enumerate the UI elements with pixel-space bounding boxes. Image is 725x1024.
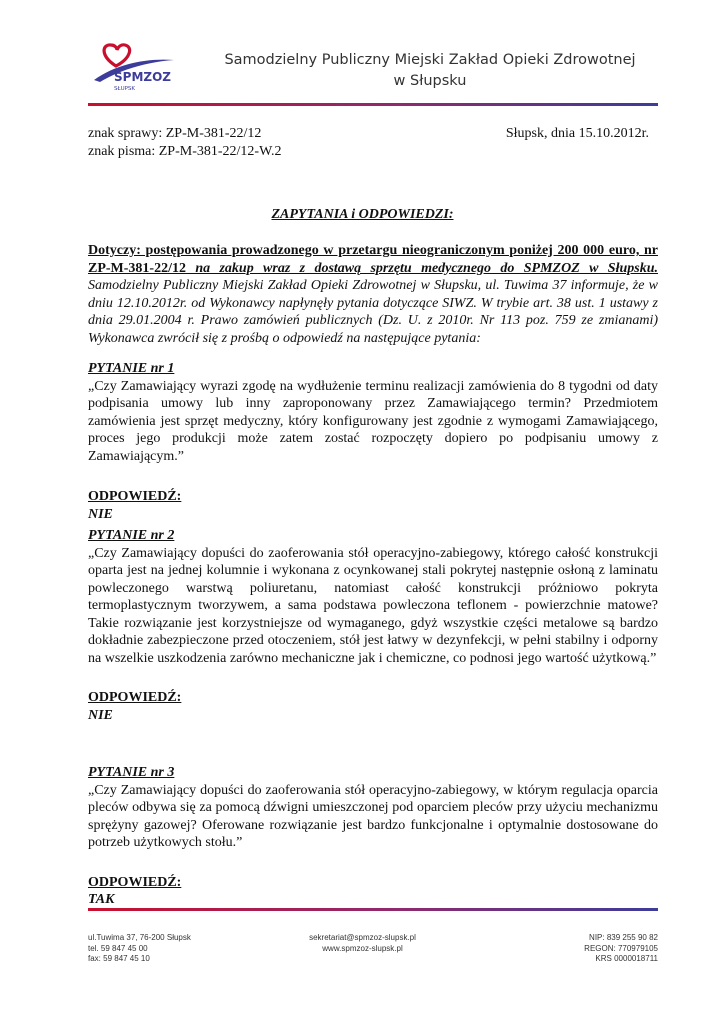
answer-title: ODPOWIEDŹ:	[88, 874, 182, 890]
intro-subject-tail: na zakup wraz z dostawą sprzętu medycznego do SPMZOZ w Słupsku.	[185, 260, 658, 276]
answer-text: NIE	[88, 506, 113, 522]
qa-item-2	[88, 527, 658, 724]
intro-subject: Dotyczy: postępowania prowadzonego w przetargu nieograniczonym poniżej 200 000 euro, nr ZP-M-381-22/12	[88, 243, 658, 276]
question-text: „Czy Zamawiający dopuści do zaoferowania stół operacyjno-zabiegowy, w którym regulacja oparcia pleców odbywa się za pomocą dźwigni umieszczonej pod oparciem pleców przy użyciu mechanizmu sprężyny gazowej? Oferowane rozwiązanie jest bardzo funkcjonalne i optymalnie dostosowane do potrzeb użytkowych stołu.”	[88, 782, 658, 850]
answer-title: ODPOWIEDŹ:	[88, 690, 182, 705]
footer-tel: tel. 59 847 45 00	[88, 943, 148, 953]
footer-fax: fax: 59 847 45 10	[88, 954, 150, 963]
qa-item-3	[88, 764, 658, 909]
footer-krs: KRS 0000018711	[595, 954, 658, 963]
place-date: Słupsk, dnia 15.10.2012r.	[505, 126, 649, 141]
intro-body: Samodzielny Publiczny Miejski Zakład Opieki Zdrowotnej w Słupsku, ul. Tuwima 37 informuje, że w dniu 12.10.2012r. od Wykonawcy napłynęły pytania dotyczące SIWZ. W trybie art. 38 ust. 1 ustawy z dnia 29.01.2004 r. Prawo zamówień publicznych (Dz. U. z 2010r. Nr 113 poz. 759 ze zmianami) Wykonawca zwrócił się z prośbą o odpowiedź na następujące pytania:	[88, 278, 658, 346]
case-reference	[88, 125, 282, 161]
header-divider	[88, 103, 658, 106]
question-title: PYTANIE nr 2	[88, 528, 175, 543]
answer-text: NIE	[88, 707, 113, 723]
letter-number: znak pisma: ZP-M-381-22/12-W.2	[88, 144, 282, 159]
org-line-1: Samodzielny Publiczny Miejski Zakład Opieki Zdrowotnej	[224, 52, 636, 68]
footer-website[interactable]: www.spmzoz-slupsk.pl	[322, 943, 403, 953]
footer-nip: NIP: 839 255 90 82	[589, 933, 658, 942]
organization-name	[190, 50, 670, 92]
footer-email[interactable]: sekretariat@spmzoz-slupsk.pl	[309, 933, 416, 942]
case-number: znak sprawy: ZP-M-381-22/12	[88, 126, 262, 141]
heart-icon	[104, 45, 130, 66]
answer-title: ODPOWIEDŹ:	[88, 489, 182, 504]
logo-text: SPMZOZ	[114, 70, 171, 84]
intro-paragraph	[88, 242, 658, 347]
footer-divider	[88, 908, 658, 911]
footer-registry	[584, 933, 658, 965]
footer-regon: REGON: 770979105	[584, 943, 658, 953]
question-text: „Czy Zamawiający wyrazi zgodę na wydłużenie terminu realizacji zamówienia do 8 tygodni od daty podpisania umowy lub inny zaproponowany przez Zamawiającego termin? Przedmiotem zamówienia jest sprzęt medyczny, który konfigurowany jest zgodnie z wymogami Zamawiającego, proces jego produkcji może zatem zostać rozpoczęty dopiero po podpisaniu umowy z Zamawiającym.”	[88, 378, 658, 464]
question-text: „Czy Zamawiający dopuści do zaoferowania stół operacyjno-zabiegowy, którego całość konstrukcji oparta jest na jednej kolumnie i wykonana z ocynkowanej stali pokrytej następnie osłoną z laminatu powleczonego warstwą poliuretanu, natomiast całość konstrukcji próżniowo pokryta termoplastycznym tworzywem, a sama podstawa powleczona teflonem - powierzchnie matowe? Takie rozwiązanie jest korzystniejsze od wymaganego, gdyż wszystkie części metalowe są bardzo dokładnie zabezpieczone przed otoczeniem, stół jest łatwy w dezynfekcji, w pełni stabilny i odporny na wszelkie uszkodzenia zarówno mechaniczne jak i chemiczne, co podnosi jego wartość użytkową.”	[88, 545, 658, 666]
question-title: PYTANIE nr 1	[88, 361, 175, 376]
spmzoz-logo	[86, 40, 182, 96]
question-title: PYTANIE nr 3	[88, 765, 175, 780]
footer-street: ul.Tuwima 37, 76-200 Słupsk	[88, 933, 191, 942]
qa-item-1	[88, 360, 658, 523]
page-title: ZAPYTANIA i ODPOWIEDZI:	[271, 207, 454, 222]
answer-text: TAK	[88, 892, 115, 907]
org-line-2: w Słupsku	[393, 73, 467, 89]
logo-subtext: SŁUPSK	[114, 86, 136, 92]
